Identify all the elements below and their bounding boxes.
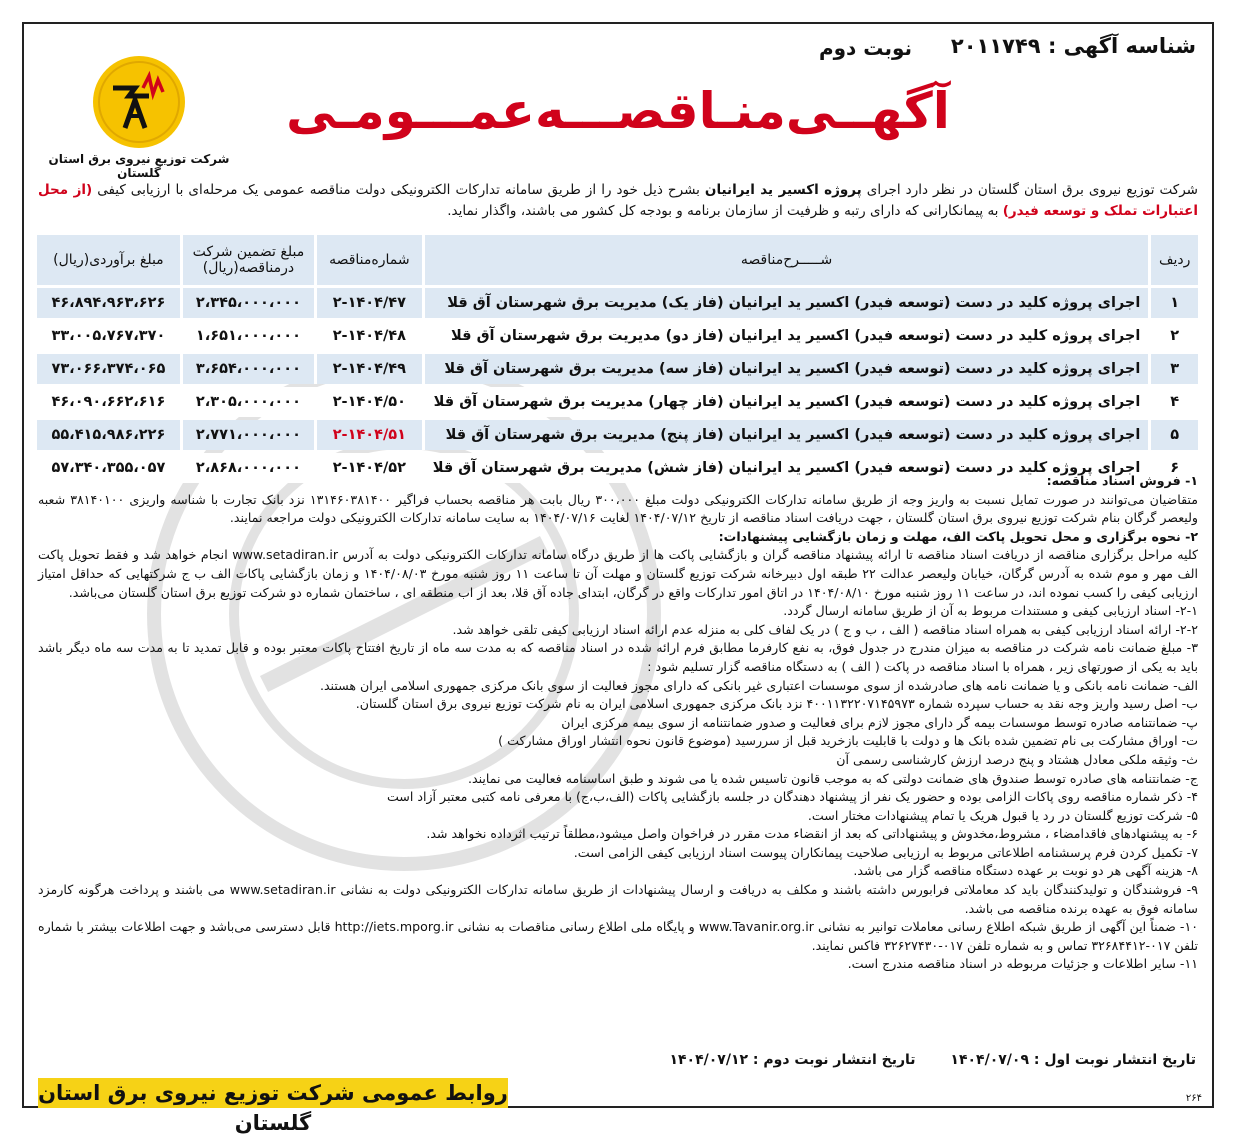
- row-description: اجرای پروژه کلید در دست (توسعه فیدر) اکسیر ید ایرانیان (فاز شش) مدیریت برق شهرستان آق قلا: [422, 453, 1149, 483]
- table-row: [34, 354, 1198, 384]
- row-estimate: ۵۵،۴۱۵،۹۸۶،۲۲۶: [34, 420, 180, 450]
- row-number: ۳: [1148, 354, 1198, 384]
- tenders-table: [34, 232, 1198, 486]
- row-tender-number: ۲-۱۴۰۴/۵۱: [314, 420, 422, 450]
- section-11: ۱۱- سایر اطلاعات و جزئیات مربوطه در اسناد مناقصه مندرج است.: [847, 956, 1198, 972]
- company-logo: [44, 54, 234, 180]
- section-4: ۴- ذکر شماره مناقصه روی پاکات الزامی بوده و حضور یک نفر از پیشنهاد دهندگان در جلسه بازگشایی پاکات (الف،ب،ج) با معرفی نامه کتبی معتبر آزاد است: [386, 789, 1198, 805]
- row-estimate: ۵۷،۳۴۰،۳۵۵،۰۵۷: [34, 453, 180, 483]
- section-3-th: ث- وثیقه ملکی معادل هشتاد و پنج درصد ارزش کارشناسی رسمی آن: [836, 751, 1198, 767]
- notice-id: شناسه آگهی : ۲۰۱۱۷۴۹: [950, 34, 1196, 58]
- section-10: ۱۰- ضمناً این آگهی از طریق شبکه اطلاع رسانی معاملات توانیر به نشانی www.Tavanir.org.ir و پایگاه ملی اطلاع رسانی مناقصات به نشانی http://iets.mporg.ir قابل دسترسی می‌باشد و جهت اطلاعات بیشتر با شماره تلفن ۰۱۷-۳۲۶۸۴۴۱۲ تماس و به شماره تلفن ۰۱۷-۳۲۶۲۷۴۳۰ فاکس نمایند.: [38, 919, 1198, 953]
- table-row: [34, 288, 1198, 318]
- row-estimate: ۴۶،۸۹۴،۹۶۳،۶۲۶: [34, 288, 180, 318]
- section-3-t: ت- اوراق مشارکت بی نام تضمین شده بانک ها و دولت با قابلیت بازخرید قبل از سررسید (موضوع قانون نحوه انتشار اوراق مشارکت ): [498, 733, 1198, 749]
- table-row: [34, 387, 1198, 417]
- section-3-a: الف- ضمانت نامه بانکی و یا ضمانت نامه های صادرشده از سوی موسسات اعتباری غیر بانکی که دارای مجوز فعالیت از سوی بانک مرکزی جمهوری اسلامی ایران هستند.: [319, 677, 1198, 693]
- section-1-title: ۱- فروش اسناد مناقصه:: [1046, 473, 1198, 488]
- row-number: ۶: [1148, 453, 1198, 483]
- intro-funding-source: (از محل اعتبارات تملک و توسعه فیدر): [38, 182, 1198, 219]
- row-tender-number: ۲-۱۴۰۴/۴۹: [314, 354, 422, 384]
- row-guarantee: ۲،۳۰۵،۰۰۰،۰۰۰: [180, 387, 314, 417]
- first-publication-date: تاریخ انتشار نوبت اول : ۱۴۰۴/۰۷/۰۹: [950, 1052, 1196, 1068]
- tender-notice-page: [22, 22, 1214, 1135]
- row-description: اجرای پروژه کلید در دست (توسعه فیدر) اکسیر ید ایرانیان (فاز پنج) مدیریت برق شهرستان آق قلا: [422, 420, 1149, 450]
- row-guarantee: ۲،۳۴۵،۰۰۰،۰۰۰: [180, 288, 314, 318]
- row-tender-number: ۲-۱۴۰۴/۵۲: [314, 453, 422, 483]
- section-9: ۹- فروشندگان و تولیدکنندگان باید کد معاملاتی فرابورس داشته باشند و مکلف به دریافت و ارسال پیشنهادات از طریق سامانه تدارکات الکترونیکی دولت به نشانی www.setadiran.ir می باشند و پرداخت هرگونه کارمزد سامانه فوق به عهده برنده مناقصه می باشد.: [38, 882, 1198, 916]
- header-tender-number: شماره‌مناقصه: [314, 235, 422, 285]
- row-description: اجرای پروژه کلید در دست (توسعه فیدر) اکسیر ید ایرانیان (فاز یک) مدیریت برق شهرستان آق قلا: [422, 288, 1149, 318]
- intro-part1: شرکت توزیع نیروی برق استان گلستان در نظر دارد اجرای: [861, 182, 1198, 198]
- header-row-number: ردیف: [1148, 235, 1198, 285]
- page-title: آگهــی‌منـاقصـــه‌عمـــومـی: [286, 82, 950, 140]
- section-7: ۷- تکمیل کردن فرم پرسشنامه اطلاعاتی مربوط به ارزیابی صلاحیت پیمانکاران پیوست اسناد ارزیابی کیفی الزامی است.: [573, 844, 1198, 860]
- power-company-logo-icon: [91, 54, 187, 150]
- row-tender-number: ۲-۱۴۰۴/۴۷: [314, 288, 422, 318]
- table-header-row: [34, 235, 1198, 285]
- intro-paragraph: [38, 180, 1198, 222]
- row-description: اجرای پروژه کلید در دست (توسعه فیدر) اکسیر ید ایرانیان (فاز چهار) مدیریت برق شهرستان آق قلا: [422, 387, 1149, 417]
- row-estimate: ۷۳،۰۶۶،۳۷۴،۰۶۵: [34, 354, 180, 384]
- header-estimate: مبلغ برآوردی(ریال): [34, 235, 180, 285]
- publication-dates: [639, 1052, 1196, 1068]
- public-relations-banner: روابط عمومی شرکت توزیع نیروی برق استان گلستان: [38, 1078, 508, 1108]
- section-3-p: پ- ضمانتنامه صادره توسط موسسات بیمه گر دارای مجوز لازم برای فعالیت و صدور ضمانتنامه از سوی بیمه مرکزی ایران: [561, 714, 1198, 730]
- row-guarantee: ۲،۸۶۸،۰۰۰،۰۰۰: [180, 453, 314, 483]
- section-3-b: ب- اصل رسید واریز وجه نقد به حساب سپرده شماره ۴۰۰۱۱۳۲۲۰۷۱۴۵۹۷۳ نزد بانک مرکزی جمهوری اسلامی ایران به نام شرکت توزیع نیروی برق استان گلستان.: [355, 696, 1198, 712]
- page-number: ۲۶۴: [1185, 1093, 1202, 1104]
- notice-round: نوبت دوم: [818, 36, 912, 60]
- second-publication-date: تاریخ انتشار نوبت دوم : ۱۴۰۴/۰۷/۱۲: [669, 1052, 916, 1068]
- row-number: ۵: [1148, 420, 1198, 450]
- intro-part3: بشرح ذیل خود را از طریق سامانه تدارکات الکترونیکی دولت مناقصه عمومی یک مرحله‌ای با ارزیابی کیفی: [92, 182, 705, 198]
- row-estimate: ۴۶،۰۹۰،۶۶۲،۶۱۶: [34, 387, 180, 417]
- section-2-1: ۲-۱- اسناد ارزیابی کیفی و مستندات مربوط به آن از طریق سامانه ارسال گردد.: [783, 603, 1198, 619]
- section-3: ۳- مبلغ ضمانت نامه شرکت در مناقصه به میزان مندرج در جدول فوق، به نفع کارفرما مطابق فرم ارائه شده در اسناد مناقصه که به مدت سه ماه از تاریخ افتتاح پاکات معتبر بوده و قابل تمدید تا به مدت سه ماه دیگر باشد باید به یکی از صورتهای زیر ، همراه با اسناد مناقصه در پاکت ( الف ) به دستگاه مناقصه گزار تسلیم شود :: [38, 640, 1198, 674]
- intro-part5: به پیمانکارانی که دارای رتبه و ظرفیت از سازمان برنامه و بودجه کل کشور می باشند، واگذار نماید.: [447, 203, 1003, 219]
- row-tender-number: ۲-۱۴۰۴/۴۸: [314, 321, 422, 351]
- table-row: [34, 321, 1198, 351]
- table-row: [34, 420, 1198, 450]
- notice-header: [24, 24, 1212, 219]
- header-guarantee: مبلغ تضمین شرکت درمناقصه(ریال): [180, 235, 314, 285]
- section-3-j: ج- ضمانتنامه های صادره توسط صندوق های ضمانت دولتی که به موجب قانون تاسیس شده یا می شوند و طبق اساسنامه فعالیت می نمایند.: [468, 770, 1198, 786]
- row-number: ۲: [1148, 321, 1198, 351]
- row-number: ۴: [1148, 387, 1198, 417]
- intro-project-name: پروژه اکسیر ید ایرانیان: [704, 182, 862, 198]
- section-2-title: ۲- نحوه برگزاری و محل تحویل پاکت الف، مهلت و زمان بازگشایی پیشنهادات:: [718, 528, 1198, 544]
- row-estimate: ۳۳،۰۰۵،۷۶۷،۳۷۰: [34, 321, 180, 351]
- row-description: اجرای پروژه کلید در دست (توسعه فیدر) اکسیر ید ایرانیان (فاز سه) مدیریت برق شهرستان آق قلا: [422, 354, 1149, 384]
- row-guarantee: ۳،۶۵۴،۰۰۰،۰۰۰: [180, 354, 314, 384]
- row-number: ۱: [1148, 288, 1198, 318]
- section-6: ۶- به پیشنهادهای فاقدامضاء ، مشروط،مخدوش و پیشنهاداتی که بعد از انقضاء مدت مقرر در فراخوان واصل میشود،مطلقاً ترتیب اثرداده نخواهد شد.: [426, 826, 1198, 842]
- section-5: ۵- شرکت توزیع گلستان در رد یا قبول هریک یا تمام پیشنهادات مختار است.: [807, 807, 1198, 823]
- section-2-2: ۲-۲- ارائه اسناد ارزیابی کیفی به همراه اسناد مناقصه ( الف ، ب و ج ) در یک لفاف کلی به منزله عدم ارائه اسناد ارزیابی کیفی تلقی خواهد شد.: [452, 621, 1198, 637]
- section-2-text: کلیه مراحل برگزاری مناقصه از دریافت اسناد مناقصه تا ارائه پیشنهاد مناقصه گران و بازگشایی پاکت ها از طریق درگاه سامانه تدارکات الکترونیکی دولت به آدرس www.setadiran.ir انجام خواهد شد و فقط تحویل پاکت الف مهر و موم شده به آدرس گرگان، خیابان ولیعصر عدالت ۲۲ طبقه اول دبیرخانه شرکت توزیع گلستان و مهلت آن تا ساعت ۱۱ روز شنبه مورخ ۱۴۰۴/۰۸/۰۳ و زمان بازگشایی پاکات الف ب ج شرکتهایی که حداقل امتیاز ارزیابی کیفی را کسب نموده اند، در ساعت ۱۱ روز شنبه مورخ ۱۴۰۴/۰۸/۱۰ در اتاق امور تدارکات واقع در گرگان، ابتدای جاده آق قلا، بعد از اب منطقه ای ، ساختمان شماره دو شرکت توزیع برق استان گلستان می‌باشد.: [38, 547, 1198, 600]
- row-guarantee: ۲،۷۷۱،۰۰۰،۰۰۰: [180, 420, 314, 450]
- row-tender-number: ۲-۱۴۰۴/۵۰: [314, 387, 422, 417]
- section-1-text: متقاضیان می‌توانند در صورت تمایل نسبت به واریز وجه از طریق سامانه تدارکات الکترونیکی دولت مبلغ ۳۰۰،۰۰۰ ریال بابت هر مناقصه بحساب فراگیر ۱۳۱۴۶۰۳۸۱۴۰۰ نزد بانک تجارت با شناسه واریزی ۳۸۱۴۰۱۰۰ شعبه ولیعصر گرگان بنام شرکت توزیع نیروی برق استان گلستان ، جهت دریافت اسناد مناقصه از تاریخ ۱۴۰۴/۰۷/۱۲ لغایت ۱۴۰۴/۰۷/۱۶ به سایت سامانه تدارکات الکترونیکی دولت مراجعه نمایند.: [38, 491, 1199, 526]
- header-description: شـــــرح‌مناقصه: [422, 235, 1149, 285]
- row-description: اجرای پروژه کلید در دست (توسعه فیدر) اکسیر ید ایرانیان (فاز دو) مدیریت برق شهرستان آق قلا: [422, 321, 1149, 351]
- conditions-section: [38, 472, 1198, 974]
- section-8: ۸- هزینه آگهی هر دو نوبت بر عهده دستگاه مناقصه گزار می باشد.: [853, 863, 1198, 879]
- logo-caption: شرکت توزیع نیروی برق استان گلستان: [48, 152, 230, 180]
- row-guarantee: ۱،۶۵۱،۰۰۰،۰۰۰: [180, 321, 314, 351]
